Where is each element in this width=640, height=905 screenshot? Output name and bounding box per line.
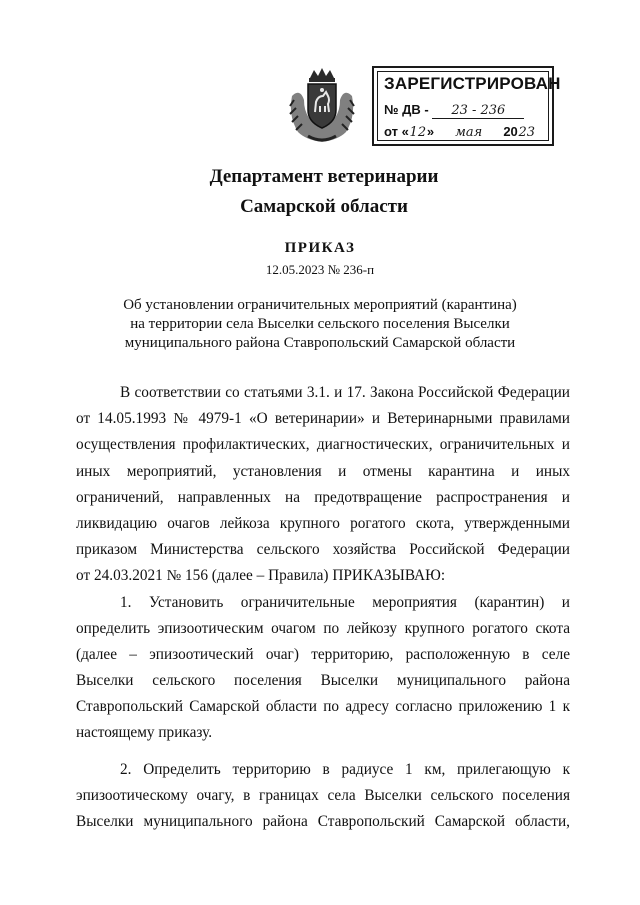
document-body <box>76 380 570 835</box>
stamp-date-month: мая <box>438 126 500 141</box>
body-line: Выселки сельского поселения Выселки муниципального района <box>76 672 570 690</box>
document-date-number: 12.05.2023 № 236-п <box>265 262 375 277</box>
paragraph-preamble <box>76 380 570 590</box>
body-line: 2. Определить территорию в радиусе 1 км, прилегающую к <box>120 760 570 778</box>
stamp-number-value: 23 - 236 <box>432 104 524 119</box>
stamp-number-label: № ДВ - <box>384 102 429 117</box>
body-line: Выселки муниципального района Ставропольский Самарской области, <box>76 813 570 830</box>
body-line: 1. Установить ограничительные мероприятия (карантин) и <box>120 593 570 611</box>
body-line: осуществления профилактических, диагностических, ограничительных и <box>76 436 570 454</box>
stamp-number-row <box>384 102 524 119</box>
body-line: от 14.05.1993 № 4979-1 «О ветеринарии» и Ветеринарными правилами <box>76 410 570 428</box>
org-name-line-1: Департамент ветеринарии <box>209 166 439 187</box>
stamp-date-year-prefix: 20 <box>503 124 518 139</box>
paragraph-item-1 <box>76 590 570 747</box>
stamp-date-day: 12 <box>409 125 427 140</box>
registration-stamp <box>372 66 561 146</box>
body-line: приказом Министерства сельского хозяйства Российской Федерации <box>76 541 570 559</box>
body-line: эпизоотическому очагу, в границах села Выселки сельского поселения <box>76 786 570 804</box>
body-line: иных мероприятий, установления и отмены карантина и иных <box>76 462 570 480</box>
stamp-date-prefix: от « <box>384 124 409 139</box>
org-name-line-2: Самарской области <box>240 196 408 217</box>
subject-line: Об установлении ограничительных мероприятий (карантина) <box>123 297 517 313</box>
paragraph-gap <box>76 747 570 757</box>
body-line: от 24.03.2021 № 156 (далее – Правила) ПРИКАЗЫВАЮ: <box>76 567 446 585</box>
subject-line: муниципального района Ставропольский Самарской области <box>124 335 516 351</box>
body-line: ограничений, направленных на предотвращение распространения и <box>76 488 570 506</box>
subject-line: на территории села Выселки сельского поселения Выселки <box>130 316 510 332</box>
body-line: (далее – эпизоотический очаг) территорию, расположенную в селе <box>76 645 570 663</box>
body-line: Ставропольский Самарской области по адресу согласно приложению 1 к <box>76 698 570 716</box>
paragraph-item-2 <box>76 757 570 836</box>
stamp-title: ЗАРЕГИСТРИРОВАН <box>384 74 561 93</box>
body-line: определить эпизоотическим очагом по лейкозу крупного рогатого скота <box>76 619 570 637</box>
body-line: ликвидацию очагов лейкоза крупного рогатого скота, утвержденными <box>76 514 570 532</box>
coat-of-arms-icon <box>282 66 362 146</box>
body-line: В соответствии со статьями 3.1. и 17. Закона Российской Федерации <box>120 384 570 401</box>
document-subject <box>0 296 640 353</box>
body-line: настоящему приказу. <box>76 724 213 742</box>
stamp-date-row <box>384 124 536 141</box>
document-type-title: ПРИКАЗ <box>284 240 356 256</box>
stamp-date-mid: » <box>426 124 435 139</box>
stamp-date-year: 23 <box>518 125 536 140</box>
